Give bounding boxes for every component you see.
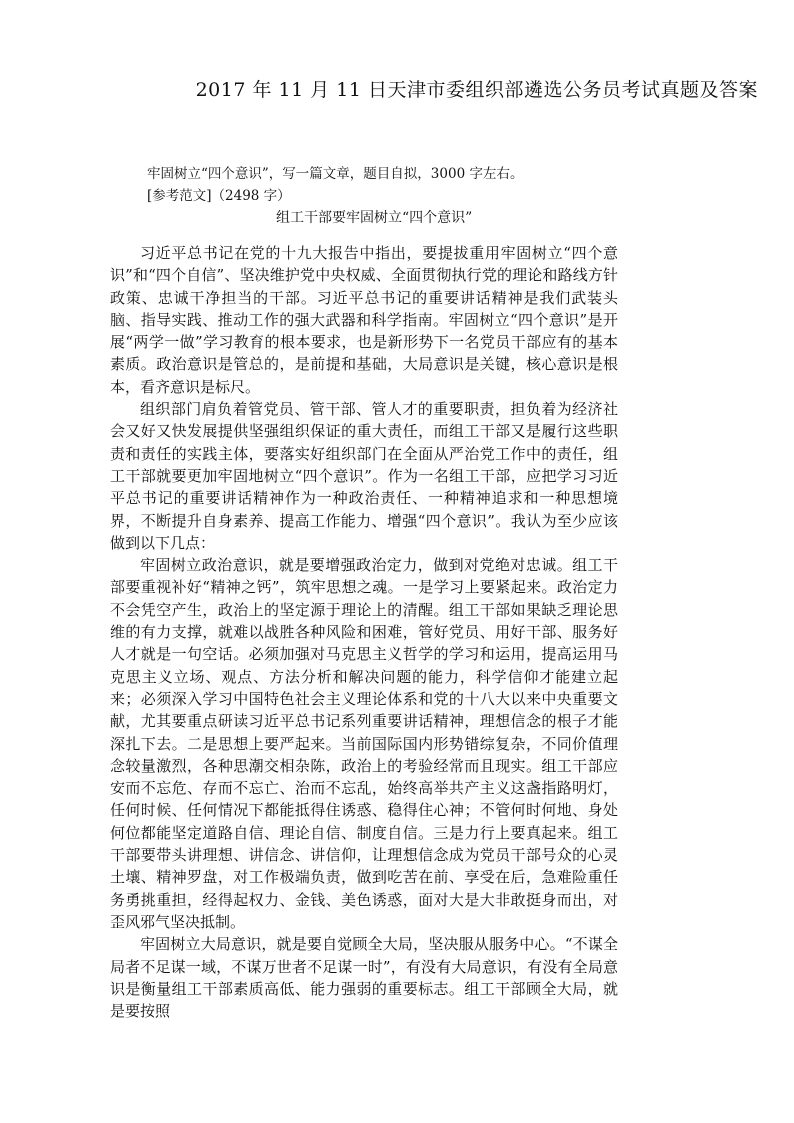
essay-paragraph: 牢固树立大局意识，就是要自觉顾全大局，坚决服从服务中心。“不谋全局者不足谋一域，不谋万世者不足谋一时”，有没有大局意识，有没有全局意识是衡量组工干部素质高低、能力强弱的重要标志。组工干部顾全大局，就是要按照 bbox=[110, 935, 618, 1021]
reference-label: [参考范文]（2498 字） bbox=[147, 188, 291, 204]
essay-paragraph: 习近平总书记在党的十九大报告中指出，要提拔重用牢固树立“四个意识”和“四个自信”、坚决维护党中央权威、全面贯彻执行党的理论和路线方针政策、忠诚干净担当的干部。习近平总书记的重要讲话精神是我们武装头脑、指导实践、推动工作的强大武器和科学指南。牢固树立“四个意识”是开展“两学一做”学习教育的根本要求，也是新形势下一名党员干部应有的基本素质。政治意识是管总的，是前提和基础，大局意识是关键，核心意识是根本，看齐意识是标尺。 bbox=[110, 244, 618, 396]
essay-paragraph: 牢固树立政治意识，就是要增强政治定力，做到对党绝对忠诚。组工干部要重视补好“精神之钙”，筑牢思想之魂。一是学习上要紧起来。政治定力不会凭空产生，政治上的坚定源于理论上的清醒。组工干部如果缺乏理论思维的有力支撑，就难以战胜各种风险和困难，管好党员、用好干部、服务好人才就是一句空话。必须加强对马克思主义哲学的学习和运用，提高运用马克思主义立场、观点、方法分析和解决问题的能力，科学信仰才能建立起来；必须深入学习中国特色社会主义理论体系和党的十八大以来中央重要文献，尤其要重点研读习近平总书记系列重要讲话精神，理想信念的根子才能深扎下去。二是思想上要严起来。当前国际国内形势错综复杂，不同价值理念较量激烈，各种思潮交相杂陈，政治上的考验经常而且现实。组工干部应安而不忘危、存而不忘亡、治而不忘乱，始终高举共产主义这盏指路明灯，任何时候、任何情况下都能抵得住诱惑、稳得住心神；不管何时何地、身处何位都能坚定道路自信、理论自信、制度自信。三是力行上要真起来。组工干部要带头讲理想、讲信念、讲信仰，让理想信念成为党员干部号众的心灵土壤、精神罗盘，对工作极端负责，做到吃苦在前、享受在后，急难险重任务勇挑重担，经得起权力、金钱、美色诱惑，面对大是大非敢挺身而出，对歪风邪气坚决抵制。 bbox=[110, 556, 618, 931]
essay-paragraph: 组织部门肩负着管党员、管干部、管人才的重要职责，担负着为经济社会又好又快发展提供坚强组织保证的重大责任，而组工干部又是履行这些职责和责任的实践主体，要落实好组织部门在全面从严治党工作中的责任，组工干部就要更加牢固地树立“四个意识”。作为一名组工干部，应把学习习近平总书记的重要讲话精神作为一种政治责任、一种精神追求和一种思想境界，不断提升自身素养、提高工作能力、增强“四个意识”。我认为至少应该做到以下几点： bbox=[110, 400, 618, 552]
essay-body bbox=[110, 242, 618, 1022]
page-title: 2017 年 11 月 11 日天津市委组织部遴选公务员考试真题及答案 bbox=[195, 79, 758, 101]
essay-title: 组工干部要牢固树立“四个意识” bbox=[276, 210, 473, 226]
question-prompt: 牢固树立“四个意识”，写一篇文章，题目自拟，3000 字左右。 bbox=[147, 166, 524, 182]
